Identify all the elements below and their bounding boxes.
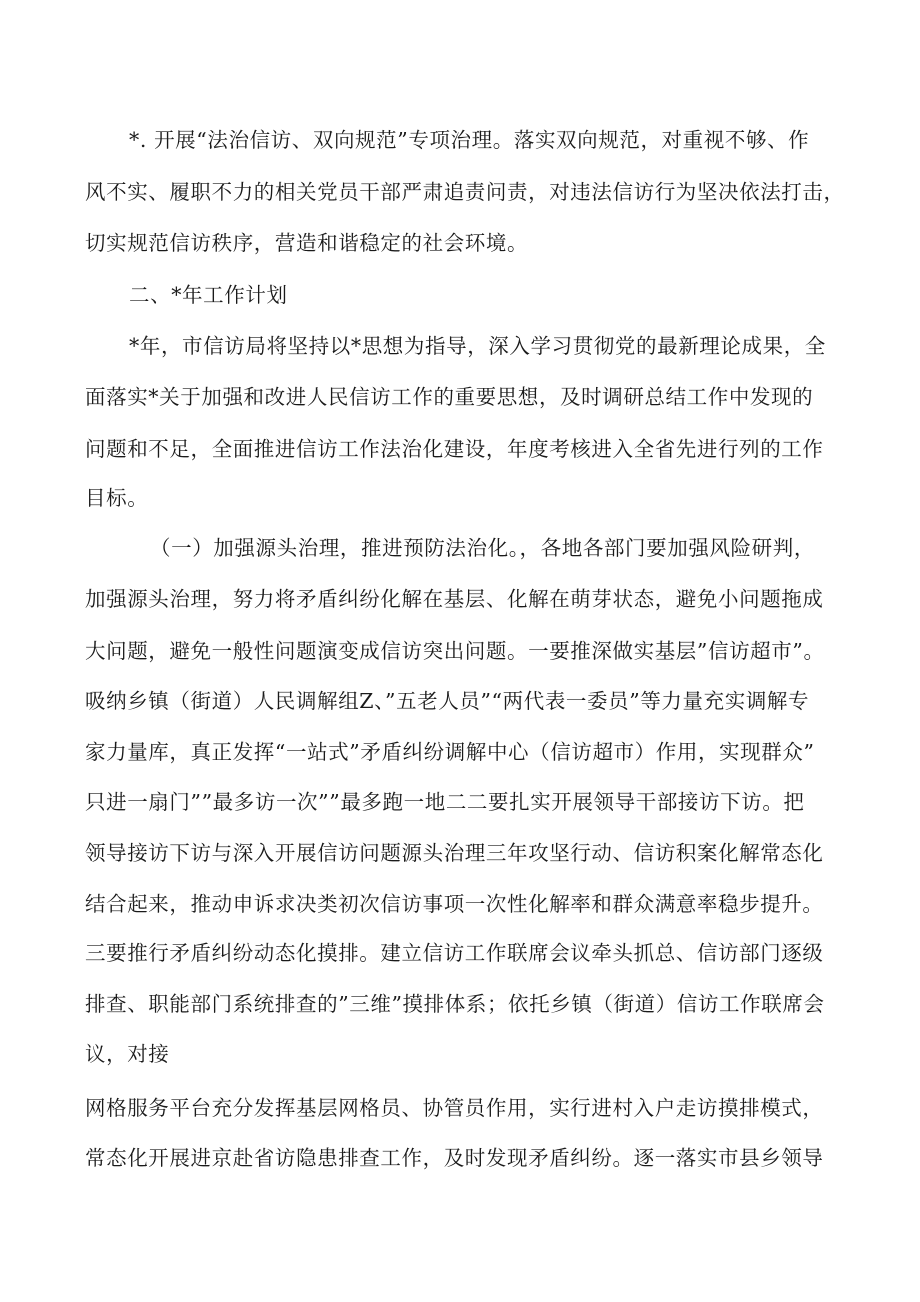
paragraph-3-line-1: （一）加强源头治理，推进预防法治化。，各地各部门要加强风险研判， <box>150 536 815 560</box>
paragraph-3-line-3: 大问题，避免一般性问题演变成信访突出问题。一要推深做实基层”信访超市”。 <box>85 639 825 663</box>
paragraph-1-line-1: *. 开展“法治信访、双向规范”专项治理。落实双向规范，对重视不够、作 <box>129 128 810 152</box>
paragraph-3-line-8: 结合起来，推动申诉求决类初次信访事项一次性化解率和群众满意率稳步提升。 <box>85 892 824 916</box>
paragraph-3-line-5: 家力量库，真正发挥“一站式”矛盾纠纷调解中心（信访超市）作用，实现群众” <box>85 740 815 764</box>
paragraph-1-line-3: 切实规范信访秩序，营造和谐稳定的社会环境。 <box>85 231 529 255</box>
paragraph-3-line-9: 三要推行矛盾纠纷动态化摸排。建立信访工作联席会议牵头抓总、信访部门逐级 <box>85 941 824 965</box>
paragraph-4-line-2: 常态化开展进京赴省访隐患排查工作，及时发现矛盾纠纷。逐一落实市县乡领导 <box>85 1146 824 1170</box>
paragraph-3-line-10: 排查、职能部门系统排查的”三维”摸排体系；依托乡镇（街道）信访工作联席会 <box>85 992 825 1016</box>
paragraph-4-line-1: 网格服务平台充分发挥基层网格员、协管员作用，实行进村入户走访摸排模式， <box>85 1096 824 1120</box>
section-heading: 二、*年工作计划 <box>129 283 288 307</box>
paragraph-3-line-7: 领导接访下访与深入开展信访问题源头治理三年攻坚行动、信访积案化解常态化 <box>85 841 824 865</box>
paragraph-2-line-3: 问题和不足，全面推进信访工作法治化建设，年度考核进入全省先进行列的工作 <box>85 437 824 461</box>
paragraph-1-line-2: 风不实、履职不力的相关党员干部严肃追责问责，对违法信访行为坚决依法打击， <box>85 180 845 204</box>
paragraph-2-line-1: *年，市信访局将坚持以*思想为指导，深入学习贯彻党的最新理论成果，全 <box>129 334 826 358</box>
paragraph-2-line-2: 面落实*关于加强和改进人民信访工作的重要思想，及时调研总结工作中发现的 <box>85 385 814 409</box>
paragraph-2-line-4: 目标。 <box>85 486 149 510</box>
paragraph-3-line-2: 加强源头治理，努力将矛盾纠纷化解在基层、化解在萌芽状态，避免小问题拖成 <box>85 587 824 611</box>
paragraph-3-line-4: 吸纳乡镇（街道）人民调解组Z、”五老人员”“两代表一委员”等力量充实调解专 <box>85 689 810 713</box>
paragraph-3-line-11: 议，对接 <box>85 1042 170 1066</box>
paragraph-3-line-6: 只进一扇门””最多访一次””最多跑一地二二要扎实开展领导干部接访下访。把 <box>85 790 805 814</box>
